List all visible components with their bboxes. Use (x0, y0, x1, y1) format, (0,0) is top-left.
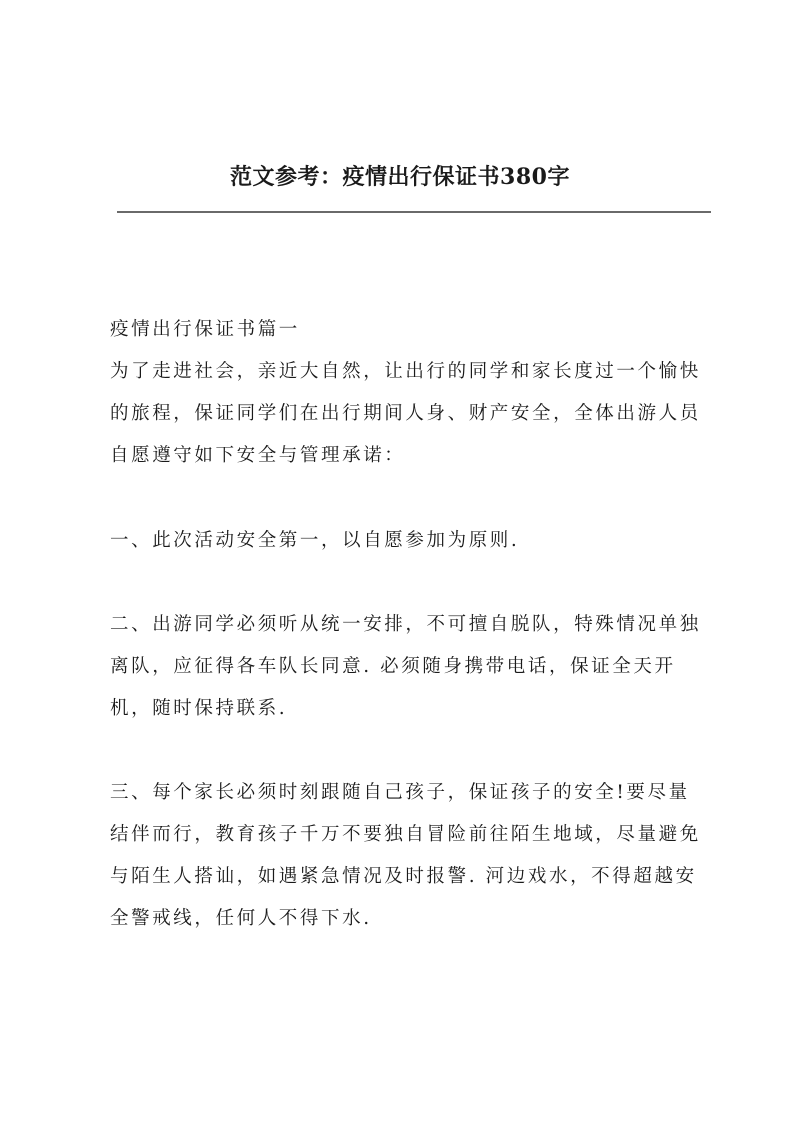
section-heading: 疫情出行保证书篇一 (110, 319, 300, 340)
document-title: 范文参考：疫情出行保证书380字 (230, 164, 570, 190)
intro-paragraph: 为了走进社会，亲近大自然，让出行的同学和家长度过一个愉快的旅程，保证同学们在出行期间人身、财产安全，全体出游人员自愿遵守如下安全与管理承诺： (110, 361, 701, 466)
commitment-item-2: 二、出游同学必须听从统一安排，不可擅自脱队，特殊情况单独离队，应征得各车队长同意. 必须随身携带电话，保证全天开机，随时保持联系. (110, 614, 701, 719)
commitment-item-1: 一、此次活动安全第一，以自愿参加为原则. (110, 530, 520, 551)
title-divider (117, 211, 711, 213)
commitment-item-3: 三、每个家长必须时刻跟随自己孩子，保证孩子的安全!要尽量结伴而行，教育孩子千万不要独自冒险前往陌生地域，尽量避免与陌生人搭讪，如遇紧急情况及时报警. 河边戏水，不得超越安全警戒线，任何人不得下水. (110, 782, 701, 929)
